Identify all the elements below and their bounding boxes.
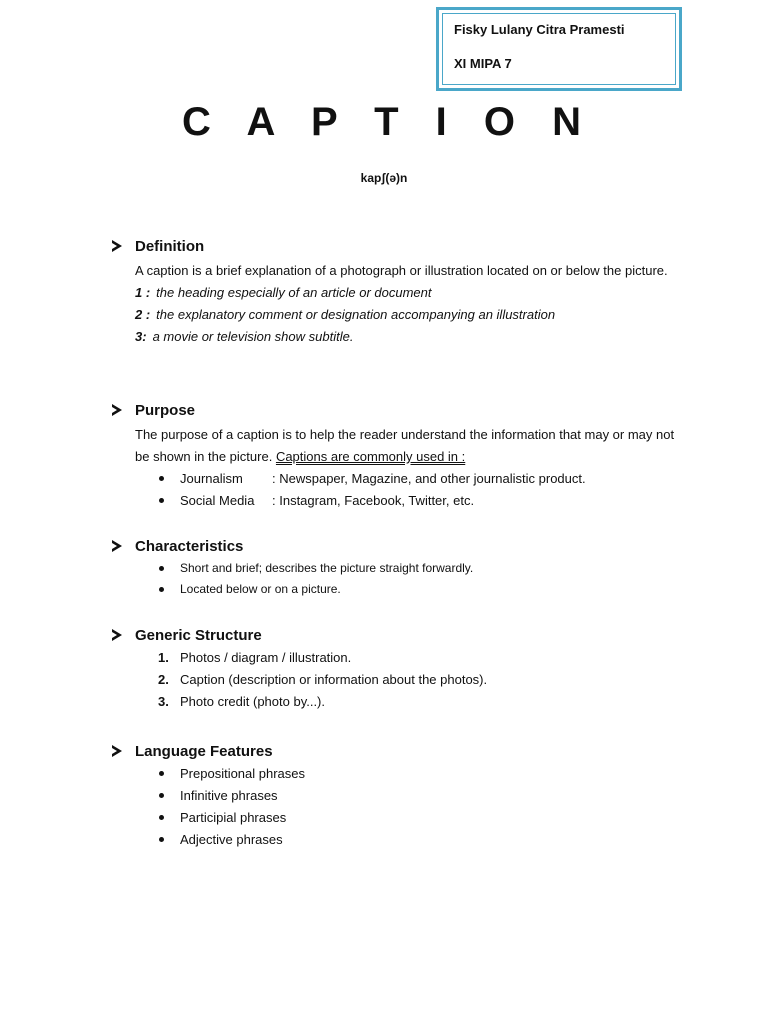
definition-item — [112, 282, 682, 304]
definition-item-number: 3: — [135, 329, 147, 344]
list-item — [112, 490, 682, 512]
generic-structure-list — [112, 647, 682, 713]
generic-structure-heading — [112, 625, 682, 647]
purpose-item-label: Journalism — [180, 471, 243, 486]
definition-item-number: 1 : — [135, 285, 151, 300]
list-item — [112, 691, 682, 713]
list-item — [112, 829, 682, 851]
language-features-item-text: Infinitive phrases — [180, 788, 278, 803]
arrow-bullet-icon — [112, 404, 122, 416]
characteristics-item-text: Short and brief; describes the picture straight forwardly. — [180, 561, 474, 575]
purpose-body: The purpose of a caption is to help the reader understand the information that may or may not be shown in the picture. — [135, 427, 675, 464]
bullet-icon — [159, 566, 164, 571]
page-title: C A P T I O N — [182, 100, 594, 144]
characteristics-heading — [112, 536, 682, 558]
language-features-list — [112, 763, 682, 851]
list-item — [112, 558, 682, 579]
list-item-number: 3. — [158, 694, 169, 709]
list-item-number: 2. — [158, 672, 169, 687]
purpose-text — [112, 424, 682, 468]
list-item — [112, 669, 682, 691]
phonetic-spelling: kapʃ(ə)n — [360, 171, 408, 185]
definition-item-text: the explanatory comment or designation accompanying an illustration — [156, 307, 556, 322]
definition-item-text: a movie or television show subtitle. — [152, 329, 354, 344]
bullet-icon — [159, 476, 164, 481]
generic-structure-item-text: Photo credit (photo by...). — [180, 694, 325, 709]
bullet-icon — [159, 837, 164, 842]
characteristics-item-text: Located below or on a picture. — [180, 582, 341, 596]
language-features-item-text: Adjective phrases — [180, 832, 283, 847]
arrow-bullet-icon — [112, 240, 122, 252]
section-purpose — [112, 400, 682, 512]
list-item — [112, 468, 682, 490]
bullet-icon — [159, 587, 164, 592]
student-info-box — [436, 7, 682, 91]
list-item-number: 1. — [158, 650, 169, 665]
language-features-heading — [112, 741, 682, 763]
definition-item-text: the heading especially of an article or document — [156, 285, 432, 300]
arrow-bullet-icon — [112, 745, 122, 757]
definition-text: A caption is a brief explanation of a photograph or illustration located on or below the picture. — [135, 263, 668, 278]
section-language-features — [112, 741, 682, 851]
list-item — [112, 807, 682, 829]
list-item — [112, 647, 682, 669]
list-item — [112, 579, 682, 600]
list-item — [112, 785, 682, 807]
purpose-item-value: : Instagram, Facebook, Twitter, etc. — [272, 493, 475, 508]
purpose-item-label: Social Media — [180, 493, 255, 508]
section-definition — [112, 236, 682, 348]
language-features-item-text: Prepositional phrases — [180, 766, 306, 781]
purpose-underlined-text: Captions are commonly used in : — [275, 449, 466, 464]
language-features-item-text: Participial phrases — [180, 810, 287, 825]
bullet-icon — [159, 498, 164, 503]
definition-heading — [112, 236, 682, 258]
purpose-list — [112, 468, 682, 512]
bullet-icon — [159, 793, 164, 798]
student-name: Fisky Lulany Citra Pramesti — [454, 22, 625, 37]
purpose-item-value: : Newspaper, Magazine, and other journalistic product. — [272, 471, 586, 486]
student-info-inner — [442, 13, 676, 85]
section-characteristics — [112, 536, 682, 600]
generic-structure-item-text: Photos / diagram / illustration. — [180, 650, 352, 665]
definition-item — [112, 326, 682, 348]
arrow-bullet-icon — [112, 540, 122, 552]
list-item — [112, 763, 682, 785]
definition-item-number: 2 : — [135, 307, 151, 322]
section-generic-structure — [112, 625, 682, 713]
definition-item — [112, 304, 682, 326]
definition-heading-text: Definition — [135, 238, 205, 255]
generic-structure-heading-text: Generic Structure — [135, 627, 262, 644]
characteristics-list — [112, 558, 682, 600]
student-class: XI MIPA 7 — [454, 56, 512, 71]
purpose-heading-text: Purpose — [135, 402, 196, 419]
characteristics-heading-text: Characteristics — [135, 538, 244, 555]
generic-structure-item-text: Caption (description or information about the photos). — [180, 672, 488, 687]
language-features-heading-text: Language Features — [135, 743, 273, 760]
purpose-heading — [112, 400, 682, 422]
arrow-bullet-icon — [112, 629, 122, 641]
bullet-icon — [159, 815, 164, 820]
bullet-icon — [159, 771, 164, 776]
